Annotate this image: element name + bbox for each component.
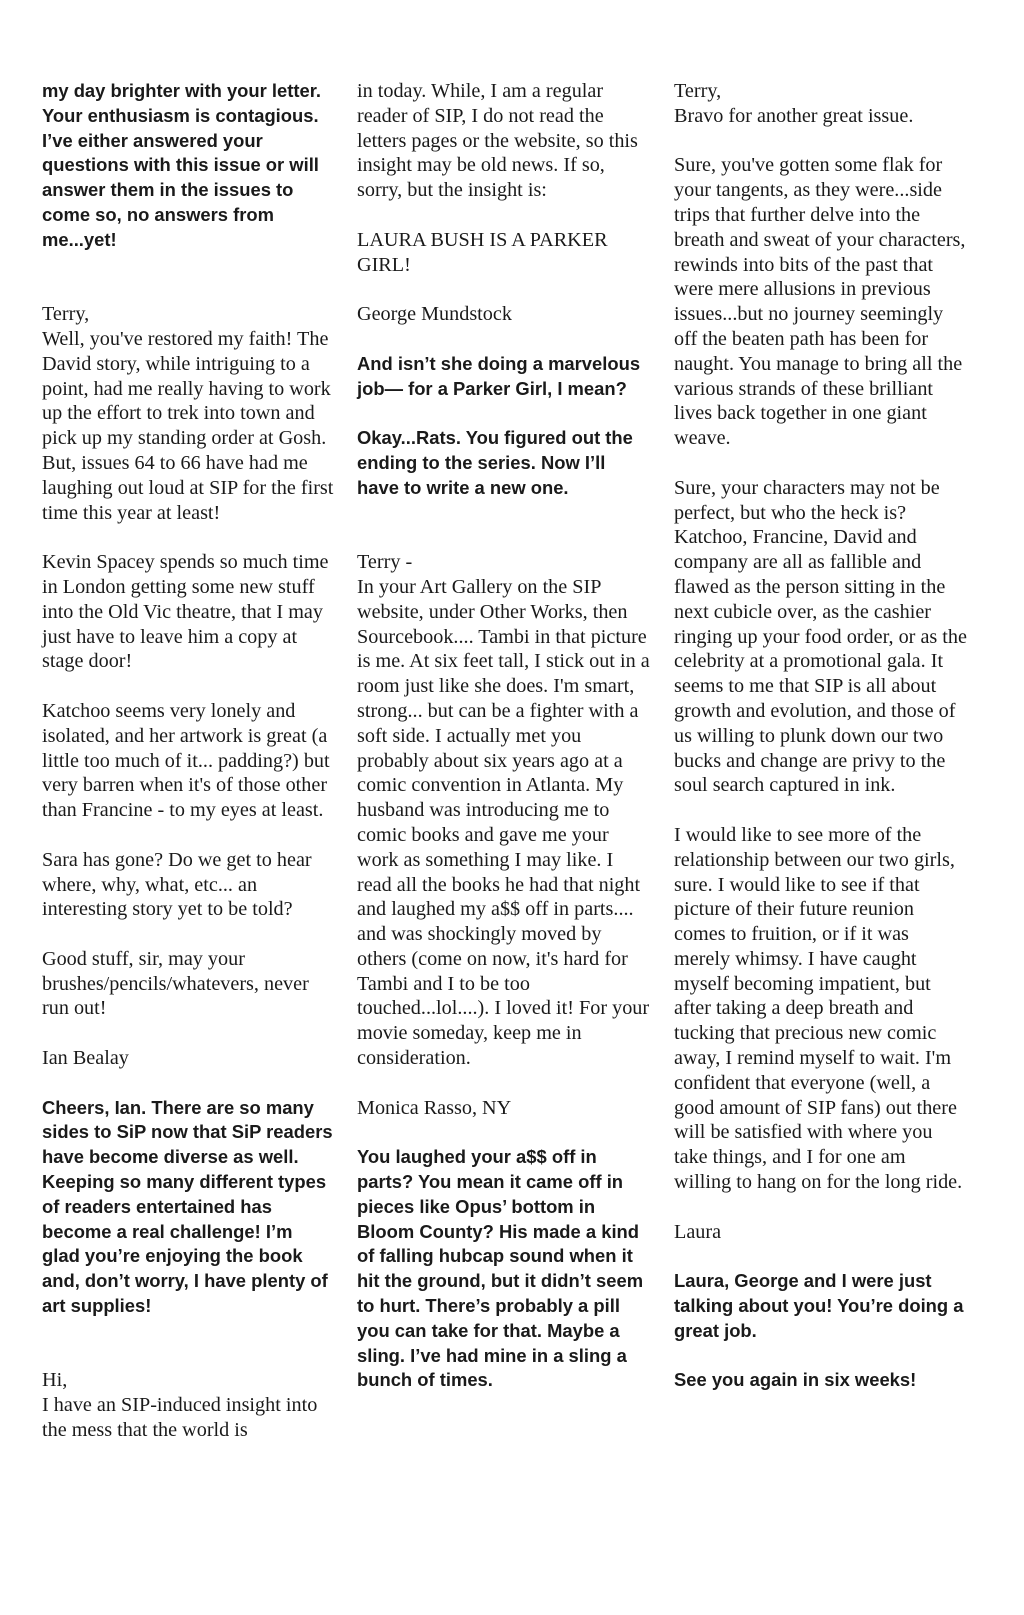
editor-reply-paragraph: Cheers, Ian. There are so many sides to SiP now that SiP readers have become diverse as well. Keeping so many different types of readers entertained has become a real challenge! I’m glad you’re enjoying the book and, don’t worry, I have plenty of art supplies!: [42, 1096, 333, 1317]
editor-reply-paragraph: You laughed your a$$ off in parts? You mean it came off in pieces like Opus’ bottom in Bloom County? His made a kind of falling hubcap sound when it hit the ground, but it didn’t seem to hurt. There’s probably a pill you can take for that. Maybe a sling. I’ve had mine in a sling a bunch of times.: [357, 1146, 644, 1391]
paragraph-spacer: [42, 1344, 335, 1369]
editor-reply-paragraph: Laura, George and I were just talking about you! You’re doing a great job.: [674, 1270, 964, 1341]
letter-paragraph: Sure, you've gotten some flak for your tangents, as they were...side trips that further delve into the breath and sweat of your characters, rewinds into bits of the past that were mere allusions in previous issues...but no journey seemingly off the beaten path has been for naught. You manage to bring all the various strands of these brilliant lives back together in one giant weave.: [674, 154, 966, 450]
letter-paragraph: LAURA BUSH IS A PARKER GIRL!: [357, 228, 608, 276]
letter-paragraph: Good stuff, sir, may your brushes/pencils/whatevers, never run out!: [42, 947, 309, 1020]
letter-paragraph: Ian Bealay: [42, 1047, 129, 1070]
letter-paragraph: George Mundstock: [357, 303, 512, 326]
letter-paragraph: Sara has gone? Do we get to hear where, why, what, etc... an interesting story yet to be told?: [42, 848, 312, 921]
letter-paragraph: Laura: [674, 1220, 722, 1243]
letters-column-1: [42, 79, 335, 1468]
editor-reply-paragraph: my day brighter with your letter. Your enthusiasm is contagious. I’ve either answered your questions with this issue or will answer them in the issues to come so, no answers from me...yet!: [42, 80, 321, 250]
letters-column-2: [357, 79, 650, 1418]
letter-paragraph: Terry, Well, you've restored my faith! The David story, while intriguing to a point, had me really having to work up the effort to trek into town and pick up my standing order at Gosh. But, issues 64 to 66 have had me laughing out loud at SIP for the first time this year at least!: [42, 303, 334, 524]
letter-paragraph: Kevin Spacey spends so much time in London getting some new stuff into the Old Vic theatre, that I may just have to leave him a copy at stage door!: [42, 551, 329, 673]
editor-reply-paragraph: Okay...Rats. You figured out the ending to the series. Now I’ll have to write a new one.: [357, 427, 633, 498]
letters-column-3: [674, 79, 967, 1418]
editor-reply-paragraph: And isn’t she doing a marvelous job— for a Parker Girl, I mean?: [357, 352, 641, 399]
paragraph-spacer: [42, 277, 335, 302]
letter-paragraph: Terry, Bravo for another great issue.: [674, 80, 914, 127]
letter-paragraph: Hi, I have an SIP-induced insight into the mess that the world is: [42, 1369, 318, 1442]
letter-paragraph: Terry - In your Art Gallery on the SIP website, under Other Works, then Sourcebook.... Tambi in that picture is me. At six feet tall, I stick out in a room just like she does. I'm smart, strong... but can be a fighter with a soft side. I actually met you probably about six years ago at a comic convention in Atlanta. My husband was introducing me to comic books and gave me your work as something I may like. I read all the books he had that night and laughed my a$$ off in parts.... and was shockingly moved by others (come on now, it's hard for Tambi and I to be too touched...lol....). I loved it! For your movie someday, keep me in consideration.: [357, 551, 650, 1070]
letter-paragraph: Katchoo seems very lonely and isolated, and her artwork is great (a little too much of it... padding?) but very barren when it's of those other than Francine - to my eyes at least.: [42, 699, 330, 822]
letter-paragraph: in today. While, I am a regular reader of SIP, I do not read the letters pages or the website, so this insight may be old news. If so, sorry, but the insight is:: [357, 80, 638, 202]
editor-reply-paragraph: See you again in six weeks!: [674, 1369, 917, 1391]
letter-paragraph: I would like to see more of the relationship between our two girls, sure. I would like to see if that picture of their future reunion comes to fruition, or if it was merely whimsy. I have caught myself becoming impatient, but after taking a deep breath and tucking that precious new comic away, I remind myself to wait. I'm confident that everyone (well, a good amount of SIP fans) out there will be satisfied with where you take things, and I for one am willing to hang on for the long ride.: [674, 823, 963, 1194]
paragraph-spacer: [357, 525, 650, 550]
letter-paragraph: Monica Rasso, NY: [357, 1096, 512, 1119]
letter-paragraph: Sure, your characters may not be perfect, but who the heck is? Katchoo, Francine, David and company are all as fallible and flawed as the person sitting in the next cubicle over, as the cashier ringing up your food order, or as the celebrity at a promotional gala. It seems to me that SIP is all about growth and evolution, and those of us willing to plunk down our two bucks and change are privy to the soul search captured in ink.: [674, 476, 967, 797]
